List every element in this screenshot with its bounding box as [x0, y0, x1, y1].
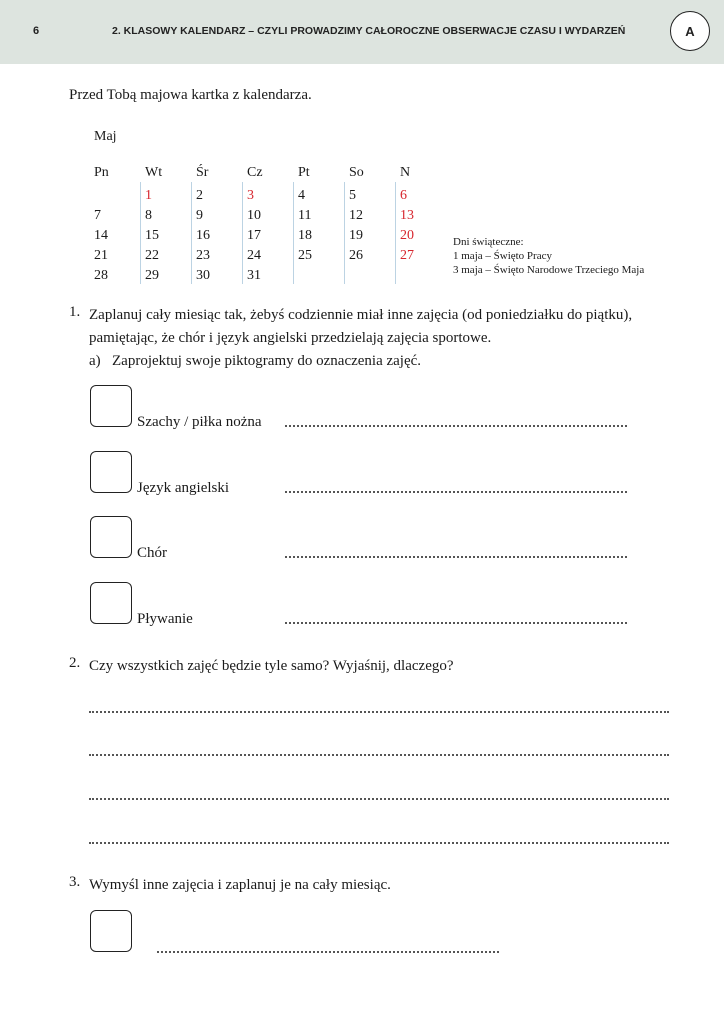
- pictogram-box-swimming[interactable]: [90, 582, 132, 624]
- calendar-date: 19: [349, 228, 363, 243]
- calendar-day-header: Cz: [247, 165, 263, 180]
- calendar-column-divider: [191, 182, 192, 284]
- calendar-date: 30: [196, 268, 210, 283]
- activity-label-choir: Chór: [137, 545, 167, 561]
- calendar-date: 26: [349, 248, 363, 263]
- activity-label-swimming: Pływanie: [137, 611, 193, 627]
- holiday-item: 1 maja – Święto Pracy: [453, 250, 552, 262]
- calendar-day-header: Wt: [145, 165, 163, 180]
- calendar-column: [349, 163, 364, 286]
- page-header: [0, 0, 724, 64]
- calendar-date: 2: [196, 188, 203, 203]
- calendar-column: [94, 163, 109, 286]
- question-number: 3.: [69, 874, 81, 890]
- calendar-column-divider: [293, 182, 294, 284]
- answer-line[interactable]: [285, 425, 627, 427]
- answer-line[interactable]: [89, 798, 669, 800]
- calendar-date: 1: [145, 188, 152, 203]
- calendar-date: [94, 186, 109, 206]
- question-number: 1.: [69, 304, 81, 320]
- calendar-date: [349, 266, 364, 286]
- calendar-date: [298, 266, 312, 286]
- calendar-column: [400, 163, 414, 286]
- calendar-column-divider: [242, 182, 243, 284]
- holiday-item: 3 maja – Święto Narodowe Trzeciego Maja: [453, 264, 645, 276]
- subquestion-a-text: Zaprojektuj swoje piktogramy do oznaczenia zajęć.: [112, 353, 422, 369]
- calendar-column: [196, 163, 210, 286]
- calendar-date: 16: [196, 228, 210, 243]
- answer-line[interactable]: [285, 556, 627, 558]
- page-number: 6: [33, 25, 40, 37]
- calendar-month: Maj: [94, 129, 117, 144]
- calendar-date: 27: [400, 248, 414, 263]
- calendar-date: 15: [145, 228, 159, 243]
- calendar-date: 18: [298, 228, 312, 243]
- holidays-title: Dni świąteczne:: [453, 236, 524, 248]
- calendar-column: [298, 163, 312, 286]
- calendar-date: 10: [247, 208, 261, 223]
- answer-line[interactable]: [285, 622, 627, 624]
- calendar-date: 5: [349, 188, 356, 203]
- answer-line[interactable]: [89, 754, 669, 756]
- calendar-date: 6: [400, 188, 407, 203]
- calendar-date: 21: [94, 248, 108, 263]
- calendar-column-divider: [395, 182, 396, 284]
- calendar-column-divider: [140, 182, 141, 284]
- calendar-column: [145, 163, 162, 286]
- pictogram-box-choir[interactable]: [90, 516, 132, 558]
- chapter-title: 2. KLASOWY KALENDARZ – CZYLI PROWADZIMY CAŁOROCZNE OBSERWACJE CZASU I WYDARZEŃ: [112, 25, 626, 37]
- question-2-text: Czy wszystkich zajęć będzie tyle samo? Wyjaśnij, dlaczego?: [89, 658, 454, 674]
- calendar-date: 24: [247, 248, 261, 263]
- calendar-date: 14: [94, 228, 108, 243]
- answer-line[interactable]: [157, 951, 499, 953]
- answer-line[interactable]: [285, 491, 627, 493]
- calendar-day-header: N: [400, 165, 411, 180]
- level-badge: A: [670, 11, 710, 51]
- calendar-date: 3: [247, 188, 254, 203]
- pictogram-box-chess[interactable]: [90, 385, 132, 427]
- calendar-day-header: Pn: [94, 165, 109, 180]
- calendar-date: 17: [247, 228, 261, 243]
- question-1-line-1: Zaplanuj cały miesiąc tak, żebyś codziennie miał inne zajęcia (od poniedziałku do piątku),: [89, 307, 633, 323]
- calendar-date: 22: [145, 248, 159, 263]
- calendar-column: [247, 163, 263, 286]
- activity-label-chess: Szachy / piłka nożna: [137, 414, 262, 430]
- calendar-date: 28: [94, 268, 108, 283]
- calendar-date: 31: [247, 268, 261, 283]
- calendar-date: 13: [400, 208, 414, 223]
- holidays-legend: [453, 235, 644, 277]
- calendar-date: 4: [298, 188, 305, 203]
- calendar-date: 7: [94, 208, 101, 223]
- calendar-date: 11: [298, 208, 312, 223]
- pictogram-box-new[interactable]: [90, 910, 132, 952]
- calendar-date: 25: [298, 248, 312, 263]
- question-number: 2.: [69, 655, 81, 671]
- question-3-text: Wymyśl inne zajęcia i zaplanuj je na cały miesiąc.: [89, 877, 391, 893]
- calendar-date: 12: [349, 208, 363, 223]
- answer-line[interactable]: [89, 842, 669, 844]
- calendar-date: 23: [196, 248, 210, 263]
- question-1-line-2: pamiętając, że chór i język angielski przedzielają zajęcia sportowe.: [89, 330, 492, 346]
- subquestion-letter: a): [89, 353, 101, 369]
- calendar-column-divider: [344, 182, 345, 284]
- intro-text: Przed Tobą majowa kartka z kalendarza.: [69, 87, 312, 103]
- calendar-day-header: Śr: [196, 165, 209, 180]
- calendar-date: [400, 266, 414, 286]
- activity-label-english: Język angielski: [137, 480, 230, 496]
- calendar-day-header: Pt: [298, 165, 310, 180]
- answer-line[interactable]: [89, 711, 669, 713]
- calendar-date: 20: [400, 228, 414, 243]
- calendar-date: 9: [196, 208, 203, 223]
- calendar-date: 29: [145, 268, 159, 283]
- pictogram-box-english[interactable]: [90, 451, 132, 493]
- calendar-date: 8: [145, 208, 152, 223]
- calendar-day-header: So: [349, 165, 364, 180]
